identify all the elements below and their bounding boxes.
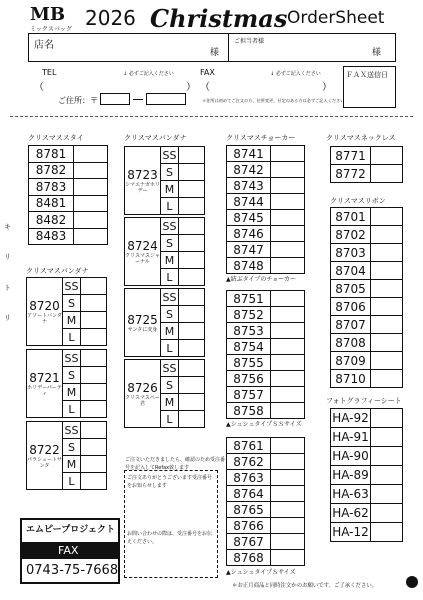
choker-table — [226, 145, 305, 274]
kiritori-3: ト — [4, 284, 11, 292]
zip-box-2[interactable] — [146, 93, 186, 105]
size-label: M — [161, 394, 179, 411]
qty-cell[interactable] — [271, 307, 305, 323]
company-fax-number: 0743-75-7668 — [26, 563, 119, 578]
qty-cell[interactable] — [271, 242, 305, 258]
ribbon-code: 8708 — [331, 334, 371, 352]
qty-cell[interactable] — [81, 295, 107, 312]
scr-s-code: 8752 — [227, 307, 271, 323]
stand-code: 8781 — [29, 146, 74, 163]
size-label: SS — [161, 218, 179, 235]
tel-paren-open: （ — [34, 82, 44, 93]
necklace-code: 8771 — [331, 147, 371, 165]
size-label: L — [63, 401, 81, 418]
bandana-label — [27, 278, 63, 346]
photo-code: HA-91 — [331, 428, 371, 447]
qty-cell[interactable] — [271, 162, 305, 178]
size-label: SS — [63, 278, 81, 295]
title-year: 2026 — [85, 6, 136, 30]
section-title-bandana-left: クリスマスバンダナ — [26, 267, 89, 275]
tel-required: ↓ 必ずご記入ください — [123, 71, 174, 77]
choker-code: 8743 — [227, 178, 271, 194]
scr-ss-code: 8764 — [227, 486, 271, 502]
qty-cell[interactable] — [371, 466, 403, 485]
ribbon-code: 8706 — [331, 298, 371, 316]
qty-cell[interactable] — [179, 218, 205, 235]
qty-cell[interactable] — [81, 456, 107, 473]
qty-cell[interactable] — [179, 340, 205, 357]
qty-cell[interactable] — [179, 306, 205, 323]
qty-cell[interactable] — [179, 323, 205, 340]
sama-label-2: 様 — [372, 48, 382, 58]
qty-cell[interactable] — [371, 147, 403, 165]
bandana-name: クリスマスジャーナル — [125, 252, 160, 265]
qty-cell[interactable] — [271, 518, 305, 534]
qty-cell[interactable] — [271, 387, 305, 403]
ribbon-code: 8704 — [331, 262, 371, 280]
qty-cell[interactable] — [81, 439, 107, 456]
ribbon-code: 8703 — [331, 244, 371, 262]
photo-code: HA-12 — [331, 523, 371, 542]
scr-ss-table — [226, 437, 305, 566]
size-label: L — [161, 198, 179, 215]
qty-cell[interactable] — [371, 244, 403, 262]
bandana-name: シマエナガホリデー — [125, 181, 160, 194]
company-fax-label: FAX — [58, 544, 79, 557]
bandana-block — [26, 421, 107, 490]
tel-paren-close: ） — [186, 82, 196, 93]
bandana-name: サンタに変身 — [127, 326, 158, 333]
choker-code: 8744 — [227, 194, 271, 210]
section-title-photo: フォトグラフィーシート — [326, 397, 402, 405]
qty-cell[interactable] — [271, 178, 305, 194]
section-title-stand: クリスマススタイ — [28, 134, 84, 142]
qty-cell[interactable] — [271, 339, 305, 355]
title-ordersheet: OrderSheet — [287, 8, 385, 28]
bandana-label — [125, 147, 161, 215]
section-title-ribbon: クリスマスリボン — [330, 197, 386, 205]
qty-cell[interactable] — [179, 252, 205, 269]
size-label: SS — [63, 422, 81, 439]
size-label: M — [161, 181, 179, 198]
qty-cell[interactable] — [74, 146, 108, 163]
scr-ss-code: 8763 — [227, 470, 271, 486]
fax-label: FAX — [200, 68, 215, 77]
bandana-number: 8726 — [127, 380, 158, 395]
stand-code: 8481 — [29, 195, 74, 212]
photo-table — [330, 408, 403, 542]
qty-cell[interactable] — [74, 162, 108, 179]
photo-code: HA-92 — [331, 409, 371, 428]
scr-s-code: 8753 — [227, 323, 271, 339]
qty-cell[interactable] — [179, 289, 205, 306]
bandana-block — [124, 288, 205, 357]
section-title-bandana-mid: クリスマスバンダナ — [124, 134, 187, 142]
stand-code: 8482 — [29, 212, 74, 229]
ribbon-code: 8702 — [331, 226, 371, 244]
ribbon-code: 8705 — [331, 280, 371, 298]
qty-cell[interactable] — [271, 470, 305, 486]
qty-cell[interactable] — [371, 334, 403, 352]
size-label: S — [161, 377, 179, 394]
size-label: SS — [161, 360, 179, 377]
size-label: M — [161, 252, 179, 269]
qty-cell[interactable] — [271, 550, 305, 566]
scr-ss-code: 8762 — [227, 454, 271, 470]
scr-s-table — [226, 290, 305, 419]
address-note: ＊住所は初めてご注文の方、住所変更、社定のある方は必ずご記入ください — [202, 98, 345, 103]
bandana-block — [124, 359, 205, 428]
ribbon-code: 8710 — [331, 370, 371, 388]
qty-cell[interactable] — [271, 438, 305, 454]
separator-line — [10, 116, 413, 117]
qty-cell[interactable] — [179, 198, 205, 215]
kiritori-1: キ — [4, 223, 11, 231]
qty-cell[interactable] — [271, 355, 305, 371]
bandana-number: 8725 — [127, 312, 158, 327]
qty-cell[interactable] — [271, 486, 305, 502]
qty-cell[interactable] — [371, 298, 403, 316]
scr-s-code: 8751 — [227, 291, 271, 307]
store-input[interactable] — [60, 36, 200, 58]
bandana-name: クリスマスベー君 — [125, 394, 160, 407]
qty-cell[interactable] — [271, 323, 305, 339]
fax-required: ↓ 必ずご記入ください — [270, 71, 321, 77]
qty-cell[interactable] — [74, 179, 108, 196]
qty-cell[interactable] — [371, 428, 403, 447]
stand-code: 8483 — [29, 228, 74, 245]
fax-paren-close: ） — [322, 82, 332, 93]
qty-cell[interactable] — [179, 394, 205, 411]
scr-ss-code: 8767 — [227, 534, 271, 550]
title-christmas: Christmas — [150, 4, 288, 33]
zip-box-1[interactable] — [100, 93, 130, 105]
size-label: M — [63, 312, 81, 329]
choker-code: 8745 — [227, 210, 271, 226]
qty-cell[interactable] — [179, 181, 205, 198]
person-label: ご担当者様 — [234, 38, 265, 45]
sama-label-1: 様 — [210, 48, 220, 58]
qty-cell[interactable] — [271, 226, 305, 242]
scr-ss-code: 8766 — [227, 518, 271, 534]
bandana-label — [125, 360, 161, 428]
qty-cell[interactable] — [371, 523, 403, 542]
qty-cell[interactable] — [371, 208, 403, 226]
size-label: S — [63, 439, 81, 456]
stand-table — [28, 145, 108, 245]
qty-cell[interactable] — [74, 195, 108, 212]
qty-cell[interactable] — [371, 352, 403, 370]
logo-mb: MB — [30, 4, 66, 25]
tel-label: TEL — [42, 68, 57, 77]
memo-3: お問い合わせの際は、受注番号をお伝えください。 — [127, 531, 213, 545]
fax-input[interactable] — [212, 78, 322, 90]
qty-cell[interactable] — [271, 258, 305, 274]
bandana-number: 8722 — [29, 442, 60, 457]
qty-cell[interactable] — [179, 147, 205, 164]
qty-cell[interactable] — [371, 316, 403, 334]
memo-2: ご注文ありがとうございます受注番号をお知らせします — [127, 475, 213, 489]
store-label: 店名 — [34, 40, 54, 51]
bandana-block — [26, 277, 107, 346]
tel-input[interactable] — [48, 78, 188, 90]
stand-code: 8783 — [29, 179, 74, 196]
size-label: SS — [161, 147, 179, 164]
size-label: L — [161, 269, 179, 286]
ribbon-table — [330, 207, 403, 388]
qty-cell[interactable] — [179, 377, 205, 394]
bandana-name: ホリデーパーティ — [27, 384, 62, 397]
bandana-block — [124, 146, 205, 215]
qty-cell[interactable] — [179, 269, 205, 286]
qty-cell[interactable] — [179, 164, 205, 181]
bandana-block — [124, 217, 205, 286]
scr-s-code: 8756 — [227, 371, 271, 387]
logo-sub: ミックスバッグ — [30, 26, 72, 33]
ribbon-code: 8709 — [331, 352, 371, 370]
qty-cell[interactable] — [371, 485, 403, 504]
qty-cell[interactable] — [81, 422, 107, 439]
company-name: エムピープロジェクト — [26, 525, 116, 535]
scr-ss-code: 8768 — [227, 550, 271, 566]
bandana-number: 8721 — [29, 370, 60, 385]
qty-cell[interactable] — [81, 384, 107, 401]
ribbon-code: 8707 — [331, 316, 371, 334]
mascot-icon — [406, 576, 418, 588]
bandana-label — [27, 422, 63, 490]
choker-note: ▲結ぶタイプのチョーカー — [226, 276, 297, 283]
size-label: SS — [161, 289, 179, 306]
customer-divider — [228, 33, 229, 62]
qty-cell[interactable] — [371, 165, 403, 183]
scr-s-code: 8754 — [227, 339, 271, 355]
qty-cell[interactable] — [271, 502, 305, 518]
choker-code: 8742 — [227, 162, 271, 178]
bandana-label — [27, 350, 63, 418]
qty-cell[interactable] — [271, 194, 305, 210]
choker-code: 8747 — [227, 242, 271, 258]
qty-cell[interactable] — [74, 228, 108, 245]
memo-1: ご注文いただきましたら、確認のため受注番号を記入してRefax致します — [125, 457, 226, 471]
scr-s-code: 8755 — [227, 355, 271, 371]
ribbon-code: 8701 — [331, 208, 371, 226]
qty-cell[interactable] — [271, 210, 305, 226]
scr-s-code: 8758 — [227, 403, 271, 419]
bandana-block — [26, 349, 107, 418]
bandana-number: 8720 — [29, 298, 60, 313]
size-label: S — [63, 367, 81, 384]
size-label: S — [63, 295, 81, 312]
qty-cell[interactable] — [179, 235, 205, 252]
size-label: M — [161, 323, 179, 340]
person-input[interactable] — [234, 45, 364, 59]
qty-cell[interactable] — [271, 291, 305, 307]
stand-code: 8782 — [29, 162, 74, 179]
size-label: S — [161, 306, 179, 323]
section-title-necklace: クリスマスネックレス — [326, 134, 396, 142]
choker-code: 8746 — [227, 226, 271, 242]
scr-ss-code: 8765 — [227, 502, 271, 518]
size-label: M — [63, 384, 81, 401]
scr-s-code: 8757 — [227, 387, 271, 403]
bandana-name: パラシュートサンタ — [27, 456, 62, 469]
qty-cell[interactable] — [81, 367, 107, 384]
bandana-label — [125, 218, 161, 286]
qty-cell[interactable] — [271, 534, 305, 550]
kiritori-2: リ — [4, 253, 11, 261]
qty-cell[interactable] — [74, 212, 108, 229]
scrunchie-ss-note: ▲シュシュタイプＳＳサイズ — [226, 421, 302, 428]
size-label: SS — [63, 350, 81, 367]
fax-paren-open: （ — [200, 82, 210, 93]
zip-label: ご住所：〒 — [58, 96, 98, 105]
size-label: M — [63, 456, 81, 473]
qty-cell[interactable] — [371, 370, 403, 388]
qty-cell[interactable] — [81, 278, 107, 295]
size-label: S — [161, 164, 179, 181]
qty-cell[interactable] — [81, 329, 107, 346]
qty-cell[interactable] — [271, 146, 305, 162]
size-label: S — [161, 235, 179, 252]
scr-ss-code: 8761 — [227, 438, 271, 454]
qty-cell[interactable] — [81, 312, 107, 329]
qty-cell[interactable] — [271, 454, 305, 470]
qty-cell[interactable] — [371, 447, 403, 466]
qty-cell[interactable] — [81, 350, 107, 367]
choker-code: 8748 — [227, 258, 271, 274]
necklace-code: 8772 — [331, 165, 371, 183]
bandana-label — [125, 289, 161, 357]
size-label: L — [63, 329, 81, 346]
qty-cell[interactable] — [179, 411, 205, 428]
fax-send-label: ＦＡＸ送信日 — [346, 71, 388, 79]
size-label: L — [161, 411, 179, 428]
qty-cell[interactable] — [371, 226, 403, 244]
qty-cell[interactable] — [179, 360, 205, 377]
qty-cell[interactable] — [271, 403, 305, 419]
photo-code: HA-62 — [331, 504, 371, 523]
necklace-table — [330, 146, 403, 183]
bandana-number: 8723 — [127, 167, 158, 182]
choker-code: 8741 — [227, 146, 271, 162]
photo-code: HA-63 — [331, 485, 371, 504]
qty-cell[interactable] — [371, 409, 403, 428]
kiritori-4: リ — [4, 314, 11, 322]
section-title-choker: クリスマスチョーカー — [226, 134, 296, 142]
photo-code: HA-89 — [331, 466, 371, 485]
qty-cell[interactable] — [371, 262, 403, 280]
photo-code: HA-90 — [331, 447, 371, 466]
logo — [30, 6, 72, 33]
size-label: L — [161, 340, 179, 357]
scrunchie-s-note: ▲シュシュタイプＳサイズ — [226, 569, 296, 576]
qty-cell[interactable] — [271, 371, 305, 387]
qty-cell[interactable] — [81, 401, 107, 418]
qty-cell[interactable] — [81, 473, 107, 490]
size-label: L — [63, 473, 81, 490]
bandana-name: アソートバンダナ — [27, 312, 62, 325]
bandana-number: 8724 — [127, 238, 158, 253]
qty-cell[interactable] — [371, 504, 403, 523]
qty-cell[interactable] — [371, 280, 403, 298]
zip-dash — [133, 99, 143, 100]
footer-note: ＊お正月商品と同時注文かのお願いです。ご了承ください。 — [232, 583, 378, 589]
